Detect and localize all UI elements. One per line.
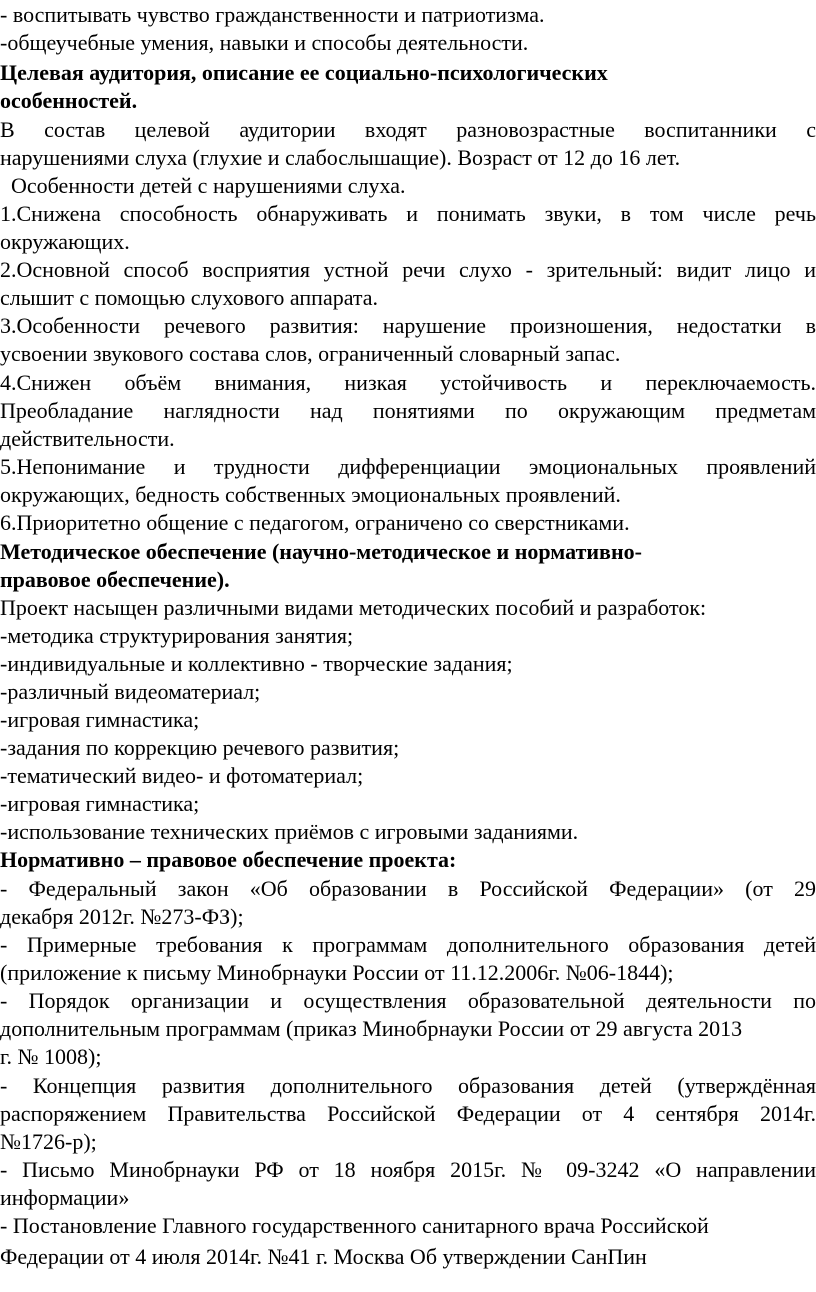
text-line: -общеучебные умения, навыки и способы деятельности. [0, 30, 529, 55]
section-heading: Целевая аудитория, описание ее социально-психологических [0, 60, 608, 85]
list-item: -индивидуальные и коллективно - творческие задания; [0, 651, 513, 676]
list-item: -различный видеоматериал; [0, 679, 261, 704]
list-item: окружающих, бедность собственных эмоциональных проявлений. [0, 482, 621, 507]
list-item: 6.Приоритетно общение с педагогом, ограничено со сверстниками. [0, 510, 630, 535]
list-item: (приложение к письму Минобрнауки России от 11.12.2006г. №06-1844); [0, 960, 674, 985]
paragraph-line: нарушениями слуха (глухие и слабослышащие). Возраст от 12 до 16 лет. [0, 145, 681, 170]
list-item: -игровая гимнастика; [0, 707, 200, 732]
paragraph-line: Проект насыщен различными видами методических пособий и разработок: [0, 595, 707, 620]
list-item: действительности. [0, 426, 175, 451]
list-item: - Федеральный закон «Об образовании в Российской Федерации» (от 29 [0, 876, 816, 901]
text-line: - воспитывать чувство гражданственности и патриотизма. [0, 2, 545, 27]
section-heading: правовое обеспечение). [0, 567, 230, 592]
section-heading: Методическое обеспечение (научно-методическое и нормативно- [0, 539, 642, 564]
list-item: - Примерные требования к программам дополнительного образования детей [0, 932, 816, 957]
list-item: -игровая гимнастика; [0, 791, 200, 816]
list-item: -методика структурирования занятия; [0, 623, 354, 648]
list-item: №1726-р); [0, 1129, 97, 1154]
list-item: усвоении звукового состава слов, ограниченный словарный запас. [0, 341, 621, 366]
list-item: - Порядок организации и осуществления образовательной деятельности по [0, 988, 816, 1013]
paragraph-line: В состав целевой аудитории входят разновозрастные воспитанники с [0, 117, 816, 142]
list-item: окружающих. [0, 229, 130, 254]
list-item: 5.Непонимание и трудности дифференциации эмоциональных проявлений [0, 454, 816, 479]
list-item: 3.Особенности речевого развития: нарушение произношения, недостатки в [0, 313, 816, 338]
list-item: г. № 1008); [0, 1044, 102, 1069]
list-item: 2.Основной способ восприятия устной речи слухо - зрительный: видит лицо и [0, 257, 816, 282]
list-item: -тематический видео- и фотоматериал; [0, 763, 364, 788]
list-item: 1.Снижена способность обнаруживать и понимать звуки, в том числе речь [0, 201, 816, 226]
list-item: декабря 2012г. №273-ФЗ); [0, 904, 244, 929]
list-item: Федерации от 4 июля 2014г. №41 г. Москва Об утверждении СанПин [0, 1244, 647, 1269]
list-item: дополнительным программам (приказ Минобрнауки России от 29 августа 2013 [0, 1016, 743, 1041]
list-item: слышит с помощью слухового аппарата. [0, 285, 379, 310]
section-heading: Нормативно – правовое обеспечение проекта: [0, 847, 457, 872]
subheading: Особенности детей с нарушениями слуха. [0, 173, 406, 198]
list-item: -задания по коррекцию речевого развития; [0, 735, 400, 760]
list-item: -использование технических приёмов с игровыми заданиями. [0, 819, 579, 844]
list-item: - Письмо Минобрнауки РФ от 18 ноября 2015г. № 09-3242 «О направлении [0, 1157, 816, 1182]
section-heading: особенностей. [0, 88, 138, 113]
list-item: информации» [0, 1185, 130, 1210]
list-item: 4.Снижен объём внимания, низкая устойчивость и переключаемость. [0, 370, 816, 395]
list-item: - Постановление Главного государственного санитарного врача Российской [0, 1213, 709, 1238]
list-item: распоряжением Правительства Российской Федерации от 4 сентября 2014г. [0, 1101, 816, 1126]
list-item: Преобладание наглядности над понятиями по окружающим предметам [0, 398, 816, 423]
list-item: - Концепция развития дополнительного образования детей (утверждённая [0, 1073, 816, 1098]
